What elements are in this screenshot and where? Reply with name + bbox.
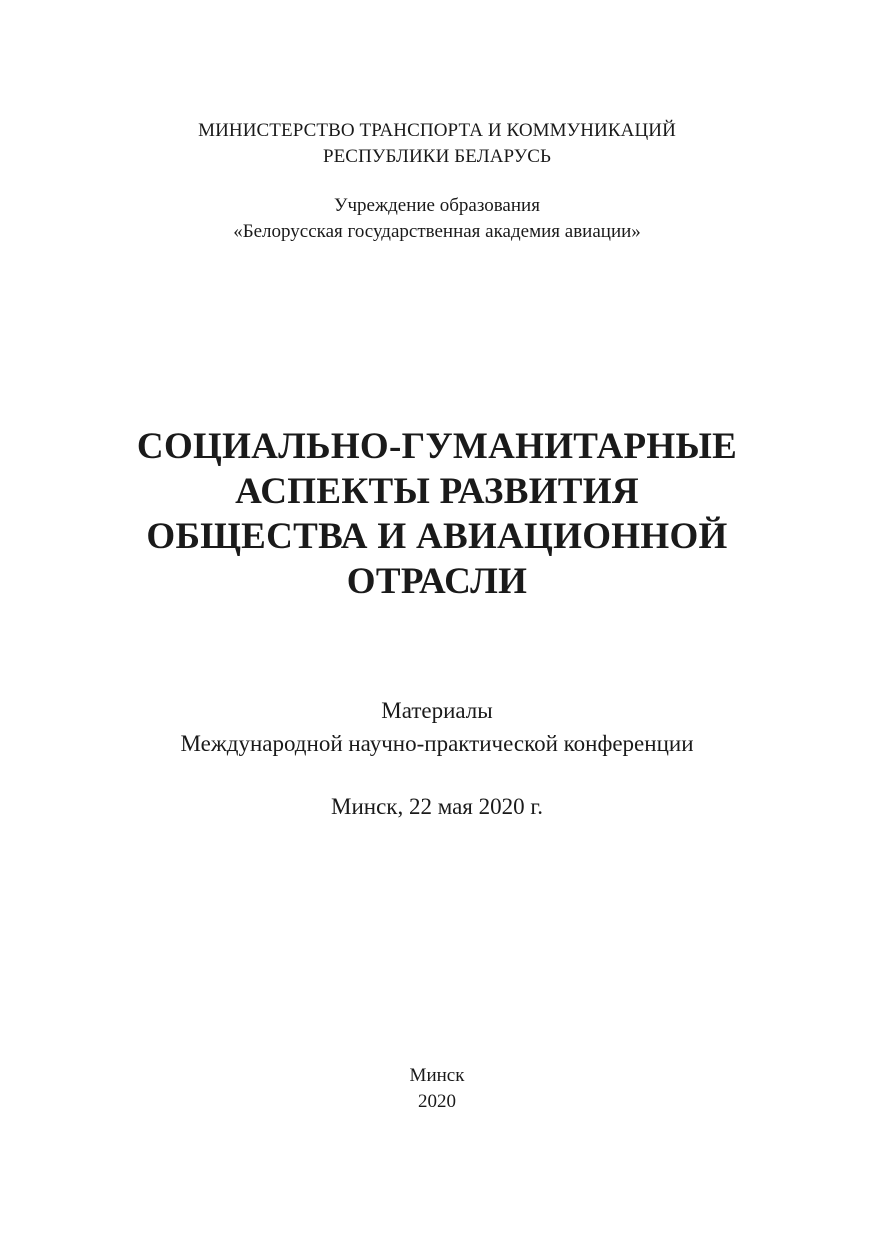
document-subtitle (0, 694, 874, 760)
institution-line-2: «Белорусская государственная академия авиации» (233, 221, 641, 242)
imprint-city: Минск (409, 1065, 465, 1086)
document-title (0, 424, 874, 604)
dateline-text: Минск, 22 мая 2020 г. (331, 794, 543, 819)
institution-header (0, 193, 874, 245)
ministry-header (0, 118, 874, 170)
title-line-2: АСПЕКТЫ РАЗВИТИЯ (235, 471, 639, 512)
title-line-4: ОТРАСЛИ (346, 561, 528, 602)
title-line-1: СОЦИАЛЬНО-ГУМАНИТАРНЫЕ (136, 426, 738, 467)
conference-dateline (0, 790, 874, 823)
imprint (0, 1063, 874, 1115)
institution-line-1: Учреждение образования (334, 195, 540, 216)
imprint-year: 2020 (418, 1091, 456, 1112)
subtitle-line-1: Материалы (381, 698, 493, 723)
ministry-line-1: МИНИСТЕРСТВО ТРАНСПОРТА И КОММУНИКАЦИЙ (198, 120, 676, 141)
title-line-3: ОБЩЕСТВА И АВИАЦИОННОЙ (146, 516, 728, 557)
ministry-line-2: РЕСПУБЛИКИ БЕЛАРУСЬ (322, 146, 552, 167)
subtitle-line-2: Международной научно-практической конференции (180, 731, 694, 756)
